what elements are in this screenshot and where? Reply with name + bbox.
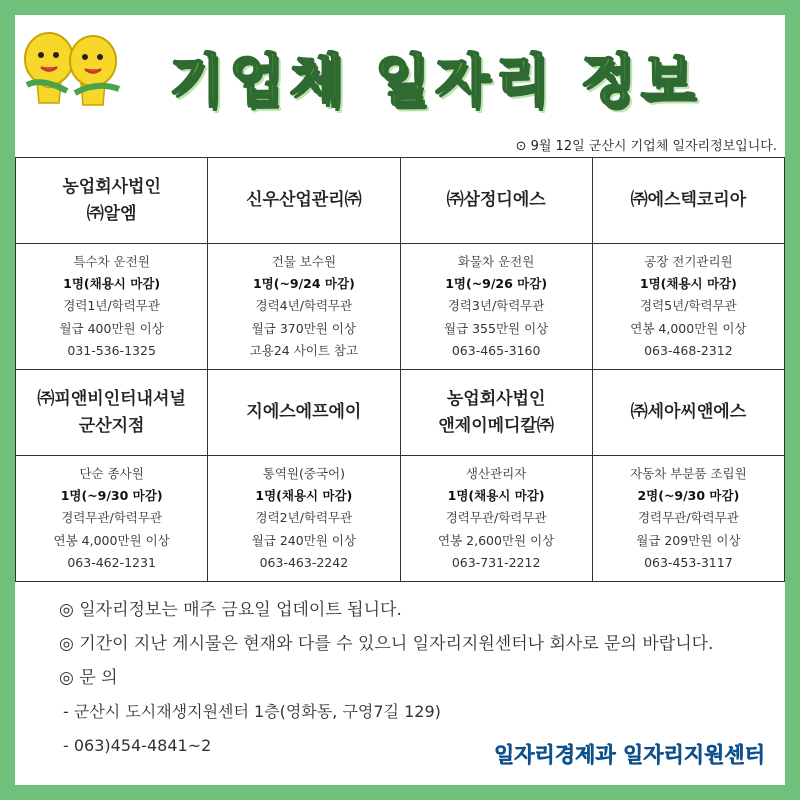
job-requirements: 경력무관/학력무관 xyxy=(445,510,547,526)
poster xyxy=(15,15,785,785)
job-contact: 063-468-2312 xyxy=(644,342,733,358)
job-deadline: 1명(채용시 마감) xyxy=(639,276,737,292)
company-cell xyxy=(16,158,208,244)
company-name-line: ㈜세아씨앤에스 xyxy=(630,402,747,423)
date-notice: ⊙ 9월 12일 군산시 기업체 일자리정보입니다. xyxy=(515,139,777,154)
company-name-line: 농업회사법인 xyxy=(446,389,546,410)
page-title: 기업체 일자리 정보 xyxy=(169,49,701,114)
job-deadline: 1명(~9/26 마감) xyxy=(445,276,548,292)
company-name-line: ㈜에스텍코리아 xyxy=(630,190,747,211)
job-deadline: 1명(~9/24 마감) xyxy=(252,276,355,292)
company-name-line: 농업회사법인 xyxy=(62,177,161,198)
info-section xyxy=(59,593,713,763)
details-row xyxy=(16,244,785,370)
job-salary: 월급 400만원 이상 xyxy=(59,320,164,336)
job-requirements: 경력무관/학력무관 xyxy=(637,510,739,526)
company-cell xyxy=(592,158,784,244)
job-salary: 연봉 4,000만원 이상 xyxy=(53,532,170,548)
job-salary: 월급 209만원 이상 xyxy=(636,532,741,548)
company-cell xyxy=(400,158,592,244)
footer-signature: 일자리경제과 일자리지원센터 xyxy=(493,743,765,767)
job-requirements: 경력무관/학력무관 xyxy=(61,510,163,526)
job-contact: 063-462-1231 xyxy=(67,554,156,570)
info-update-note: ◎ 일자리정보는 매주 금요일 업데이트 됩니다. xyxy=(59,600,402,620)
job-title: 통역원(중국어) xyxy=(262,465,345,481)
job-details-cell xyxy=(16,244,208,370)
job-requirements: 경력5년/학력무관 xyxy=(640,298,737,314)
info-expiry-note: ◎ 기간이 지난 게시물은 현재와 다를 수 있으니 일자리지원센터나 회사로 문의 바랍니다. xyxy=(59,634,714,654)
info-inquiry-heading: ◎ 문 의 xyxy=(59,668,118,688)
company-name-line: 지에스에프에이 xyxy=(246,402,362,423)
job-details-cell xyxy=(208,456,400,582)
job-salary: 연봉 2,600만원 이상 xyxy=(438,532,555,548)
job-title: 건물 보수원 xyxy=(271,253,337,269)
job-contact: 031-536-1325 xyxy=(67,342,156,358)
job-salary: 월급 355만원 이상 xyxy=(443,320,549,336)
company-cell xyxy=(208,158,400,244)
job-deadline: 1명(~9/30 마감) xyxy=(60,488,163,504)
job-details-cell xyxy=(16,456,208,582)
info-phone: - 063)454-4841~2 xyxy=(63,736,212,755)
job-deadline: 1명(채용시 마감) xyxy=(63,276,161,292)
job-deadline: 2명(~9/30 마감) xyxy=(637,488,740,504)
job-details-cell xyxy=(592,244,784,370)
job-requirements: 경력3년/학력무관 xyxy=(447,298,545,314)
company-row xyxy=(16,370,785,456)
job-contact: 고용24 사이트 참고 xyxy=(249,342,359,358)
job-title: 단순 종사원 xyxy=(79,465,144,481)
company-cell xyxy=(16,370,208,456)
job-title: 생산관리자 xyxy=(465,465,527,481)
company-name-line: 군산지점 xyxy=(78,415,145,436)
job-contact: 063-453-3117 xyxy=(644,554,733,570)
job-deadline: 1명(채용시 마감) xyxy=(447,488,545,504)
job-table xyxy=(15,157,785,582)
job-title: 특수차 운전원 xyxy=(73,253,150,269)
job-contact: 063-463-2242 xyxy=(259,554,349,570)
details-row xyxy=(16,456,785,582)
job-salary: 월급 370만원 이상 xyxy=(251,320,356,336)
job-details-cell xyxy=(400,456,592,582)
company-name-line: 신우산업관리㈜ xyxy=(246,190,362,211)
job-contact: 063-731-2212 xyxy=(451,554,541,570)
job-requirements: 경력2년/학력무관 xyxy=(255,510,353,526)
company-row xyxy=(16,158,785,244)
company-name-line: ㈜알엠 xyxy=(86,203,137,224)
company-name-line: ㈜삼정디에스 xyxy=(446,190,546,211)
company-name-line: ㈜피앤비인터내셔널 xyxy=(37,389,186,410)
mascot-icon xyxy=(19,19,131,119)
job-requirements: 경력1년/학력무관 xyxy=(63,298,160,314)
company-cell xyxy=(400,370,592,456)
job-details-cell xyxy=(208,244,400,370)
job-salary: 연봉 4,000만원 이상 xyxy=(630,320,747,336)
job-deadline: 1명(채용시 마감) xyxy=(255,488,353,504)
info-address: - 군산시 도시재생지원센터 1층(영화동, 구영7길 129) xyxy=(63,702,441,721)
job-salary: 월급 240만원 이상 xyxy=(251,532,356,548)
job-title: 자동차 부분품 조립원 xyxy=(630,465,747,481)
job-title: 화물차 운전원 xyxy=(457,253,535,269)
job-contact: 063-465-3160 xyxy=(451,342,541,358)
company-cell xyxy=(592,370,784,456)
company-cell xyxy=(208,370,400,456)
job-title: 공장 전기관리원 xyxy=(644,253,733,269)
job-requirements: 경력4년/학력무관 xyxy=(255,298,353,314)
company-name-line: 앤제이메디칼㈜ xyxy=(438,415,554,436)
job-details-cell xyxy=(592,456,784,582)
job-details-cell xyxy=(400,244,592,370)
